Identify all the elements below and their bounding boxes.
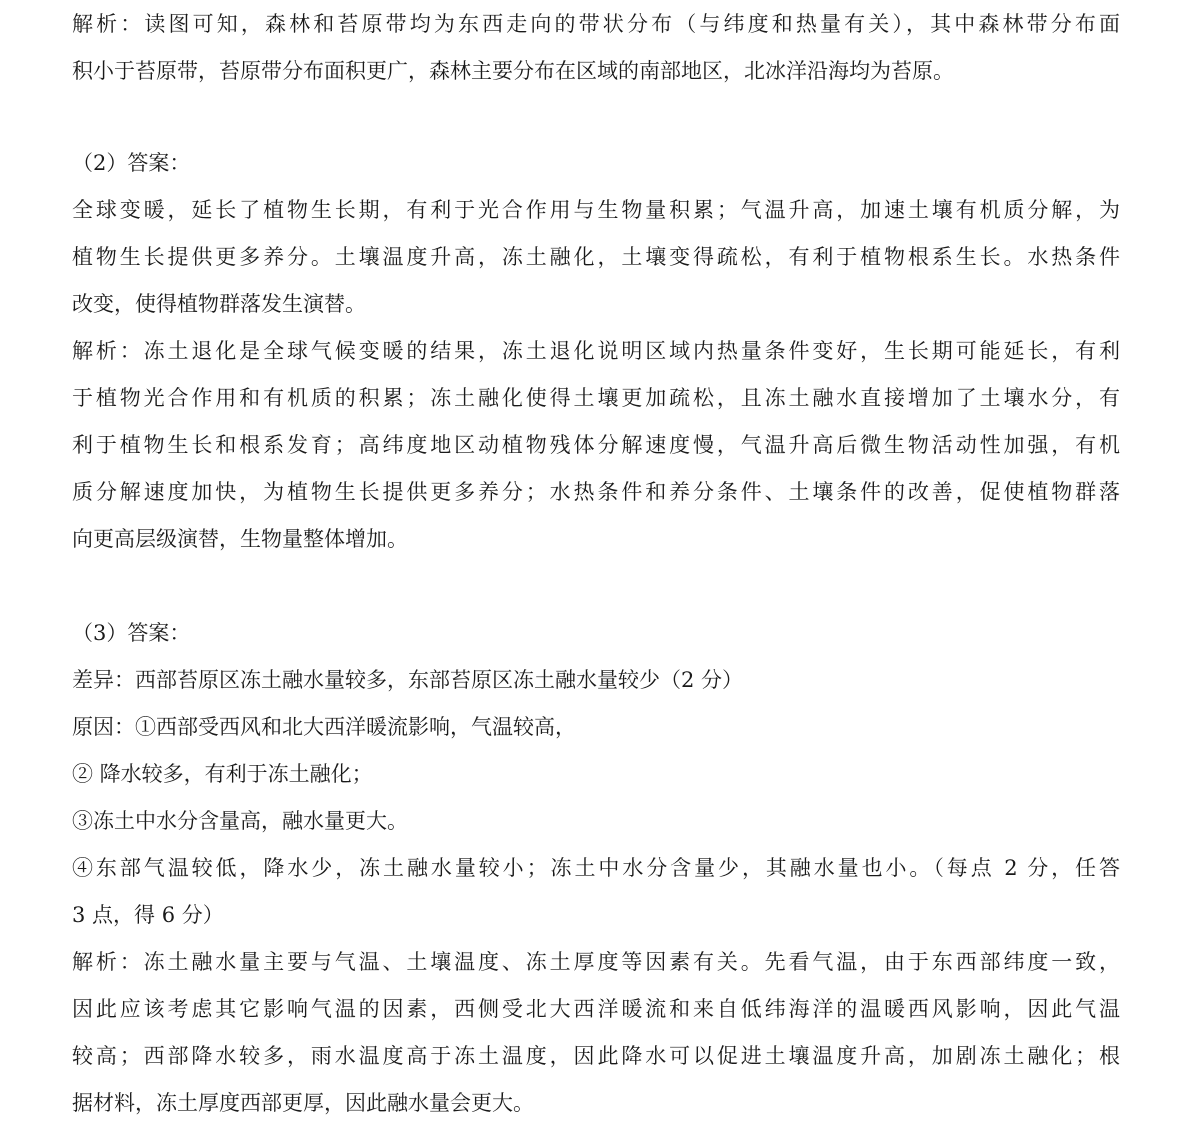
answer-3-difference: 差异：西部苔原区冻土融水量较多，东部苔原区冻土融水量较少（2 分） [72, 668, 744, 692]
answer-2-line-3: 改变，使得植物群落发生演替。 [72, 292, 366, 316]
analysis-1-line-2: 积小于苔原带，苔原带分布面积更广，森林主要分布在区域的南部地区，北冰洋沿海均为苔原。 [72, 59, 954, 83]
analysis-3-line-4: 据材料，冻土厚度西部更厚，因此融水量会更大。 [72, 1091, 534, 1115]
answer-3-scoring-note: 3 点，得 6 分） [72, 903, 224, 927]
analysis-3-line-2: 因此应该考虑其它影响气温的因素，西侧受北大西洋暖流和来自低纬海洋的温暖西风影响，因此气温 [72, 997, 1120, 1021]
analysis-2-line-3: 利于植物生长和根系发育；高纬度地区动植物残体分解速度慢，气温升高后微生物活动性加强，有机 [72, 433, 1120, 457]
answer-3-reason-4: ④东部气温较低，降水少，冻土融水量较小；冻土中水分含量少，其融水量也小。（每点 2 分，任答 [72, 856, 1120, 880]
heading-question-2-answer: （2）答案： [72, 151, 191, 175]
analysis-3-line-3: 较高；西部降水较多，雨水温度高于冻土温度，因此降水可以促进土壤温度升高，加剧冻土融化；根 [72, 1044, 1120, 1068]
analysis-2-line-2: 于植物光合作用和有机质的积累；冻土融化使得土壤更加疏松，且冻土融水直接增加了土壤水分，有 [72, 386, 1120, 410]
answer-3-reason-3: ③冻土中水分含量高，融水量更大。 [72, 809, 408, 833]
analysis-2-line-4: 质分解速度加快，为植物生长提供更多养分；水热条件和养分条件、土壤条件的改善，促使植物群落 [72, 480, 1120, 504]
analysis-2-line-1: 解析：冻土退化是全球气候变暖的结果，冻土退化说明区域内热量条件变好，生长期可能延长，有利 [72, 339, 1120, 363]
analysis-1-line-1: 解析：读图可知，森林和苔原带均为东西走向的带状分布（与纬度和热量有关），其中森林带分布面 [72, 12, 1120, 36]
answer-2-line-2: 植物生长提供更多养分。土壤温度升高，冻土融化，土壤变得疏松，有利于植物根系生长。水热条件 [72, 245, 1120, 269]
answer-3-reason-1: 原因：①西部受西风和北大西洋暖流影响，气温较高， [72, 715, 576, 739]
heading-question-3-answer: （3）答案： [72, 621, 191, 645]
analysis-3-line-1: 解析：冻土融水量主要与气温、土壤温度、冻土厚度等因素有关。先看气温，由于东西部纬度一致， [72, 950, 1120, 974]
answer-3-reason-2: ② 降水较多，有利于冻土融化； [72, 762, 373, 786]
analysis-2-line-5: 向更高层级演替，生物量整体增加。 [72, 527, 408, 551]
answer-2-line-1: 全球变暖，延长了植物生长期，有利于光合作用与生物量积累；气温升高，加速土壤有机质分解，为 [72, 198, 1120, 222]
